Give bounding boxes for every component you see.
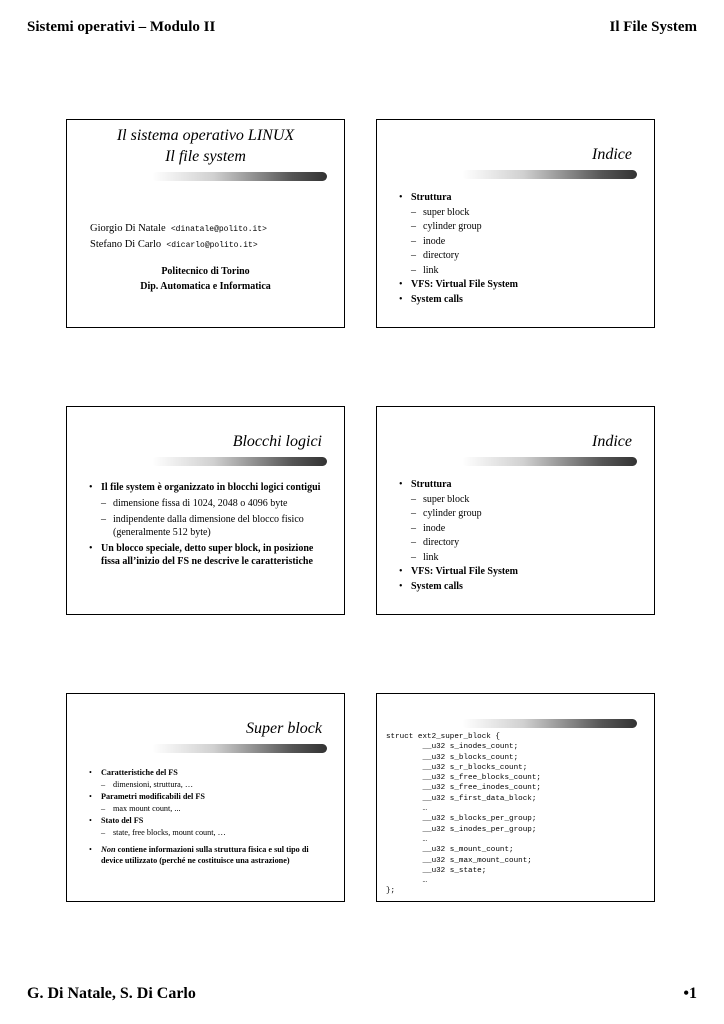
code-line: __u32 s_mount_count; (386, 846, 514, 855)
list-item: • Struttura (399, 478, 518, 493)
title-swoosh (462, 457, 637, 466)
list-item: • System calls (399, 580, 518, 595)
slide-title (66, 119, 345, 328)
list-item: • System calls (399, 293, 518, 308)
list-item: • Il file system è organizzato in blocchi logici contigui (89, 481, 326, 494)
title-swoosh (152, 172, 327, 181)
institution: Politecnico di Torino (161, 266, 250, 277)
list-item: • Stato del FS (89, 815, 324, 827)
bullet-list (89, 767, 324, 866)
department: Dip. Automatica e Informatica (140, 281, 271, 292)
author-2 (90, 237, 267, 253)
code-line: … (386, 877, 428, 886)
author-1 (90, 221, 267, 237)
slide-ext2-super-block-code (376, 693, 655, 902)
list-item: – super block (411, 206, 470, 218)
list-item: • Un blocco speciale, detto super block, in posizione fissa all’inizio del FS ne descrive le caratteristiche (89, 542, 326, 568)
list-item: – cylinder group (411, 508, 482, 519)
slide-super-block (66, 693, 345, 902)
bullet-list (399, 478, 518, 594)
code-line: … (386, 835, 428, 844)
slide-blocchi-logici (66, 406, 345, 615)
page-number: •1 (683, 985, 697, 1002)
list-item: – max mount count, ... (101, 804, 181, 813)
header-left: Sistemi operativi – Modulo II (27, 19, 216, 35)
author-1-name: Giorgio Di Natale (90, 223, 166, 234)
list-item: – inode (411, 235, 446, 247)
slide-title-text (67, 125, 344, 167)
code-line: __u32 s_blocks_count; (386, 753, 519, 762)
list-item: • Non contiene informazioni sulla struttura fisica e sul tipo di device utilizzato (perché ne costituisce una astrazione) (89, 845, 324, 866)
slide-title-text: Blocchi logici (232, 433, 322, 450)
list-item: – state, free blocks, mount count, … (101, 828, 226, 837)
title-swoosh (462, 170, 637, 179)
list-item: – super block (411, 493, 470, 505)
code-line: … (386, 805, 428, 814)
code-line: __u32 s_blocks_per_group; (386, 815, 537, 824)
slide-title-text: Indice (592, 433, 632, 450)
list-item: – cylinder group (411, 221, 482, 232)
bullet-list (399, 191, 518, 307)
code-line: __u32 s_first_data_block; (386, 794, 537, 803)
list-item: • Parametri modificabili del FS (89, 791, 324, 803)
affiliation (67, 264, 344, 294)
title-swoosh (152, 744, 327, 753)
list-item: • Caratteristiche del FS (89, 767, 324, 779)
list-item: – inode (411, 522, 446, 534)
title-swoosh (152, 457, 327, 466)
list-item: – indipendente dalla dimensione del blocco fisico (generalmente 512 byte) (101, 514, 304, 538)
list-item: – dimensioni, struttura, … (101, 780, 194, 789)
code-line: __u32 s_r_blocks_count; (386, 763, 528, 772)
list-item: – directory (411, 250, 460, 261)
list-item: – directory (411, 537, 460, 548)
author-2-name: Stefano Di Carlo (90, 239, 162, 250)
author-1-email: <dinatale@polito.it> (170, 225, 267, 234)
code-line: }; (386, 887, 396, 896)
slide-title-text: Super block (246, 720, 322, 737)
code-line: __u32 s_free_blocks_count; (386, 774, 541, 783)
list-item: – link (411, 264, 439, 276)
authors (90, 221, 267, 253)
code-line: __u32 s_max_mount_count; (386, 856, 532, 865)
code-line: __u32 s_free_inodes_count; (386, 784, 541, 793)
slide-index-1 (376, 119, 655, 328)
code-line: __u32 s_state; (386, 866, 487, 875)
list-item: – link (411, 551, 439, 563)
footer-authors: G. Di Natale, S. Di Carlo (27, 985, 196, 1002)
header-right: Il File System (609, 19, 697, 35)
title-line-2: Il file system (165, 148, 246, 165)
list-item: • Struttura (399, 191, 518, 206)
title-swoosh (462, 719, 637, 728)
code-block (386, 732, 541, 897)
list-item: • VFS: Virtual File System (399, 565, 518, 580)
list-item: – dimensione fissa di 1024, 2048 o 4096 byte (101, 498, 288, 509)
title-line-1: Il sistema operativo LINUX (116, 127, 295, 144)
code-line: struct ext2_super_block { (386, 733, 500, 741)
code-line: __u32 s_inodes_per_group; (386, 825, 537, 834)
code-line: __u32 s_inodes_count; (386, 743, 519, 752)
list-item: • VFS: Virtual File System (399, 278, 518, 293)
bullet-list (89, 481, 326, 568)
author-2-email: <dicarlo@polito.it> (166, 241, 258, 250)
slide-title-text: Indice (592, 146, 632, 163)
slide-index-2 (376, 406, 655, 615)
